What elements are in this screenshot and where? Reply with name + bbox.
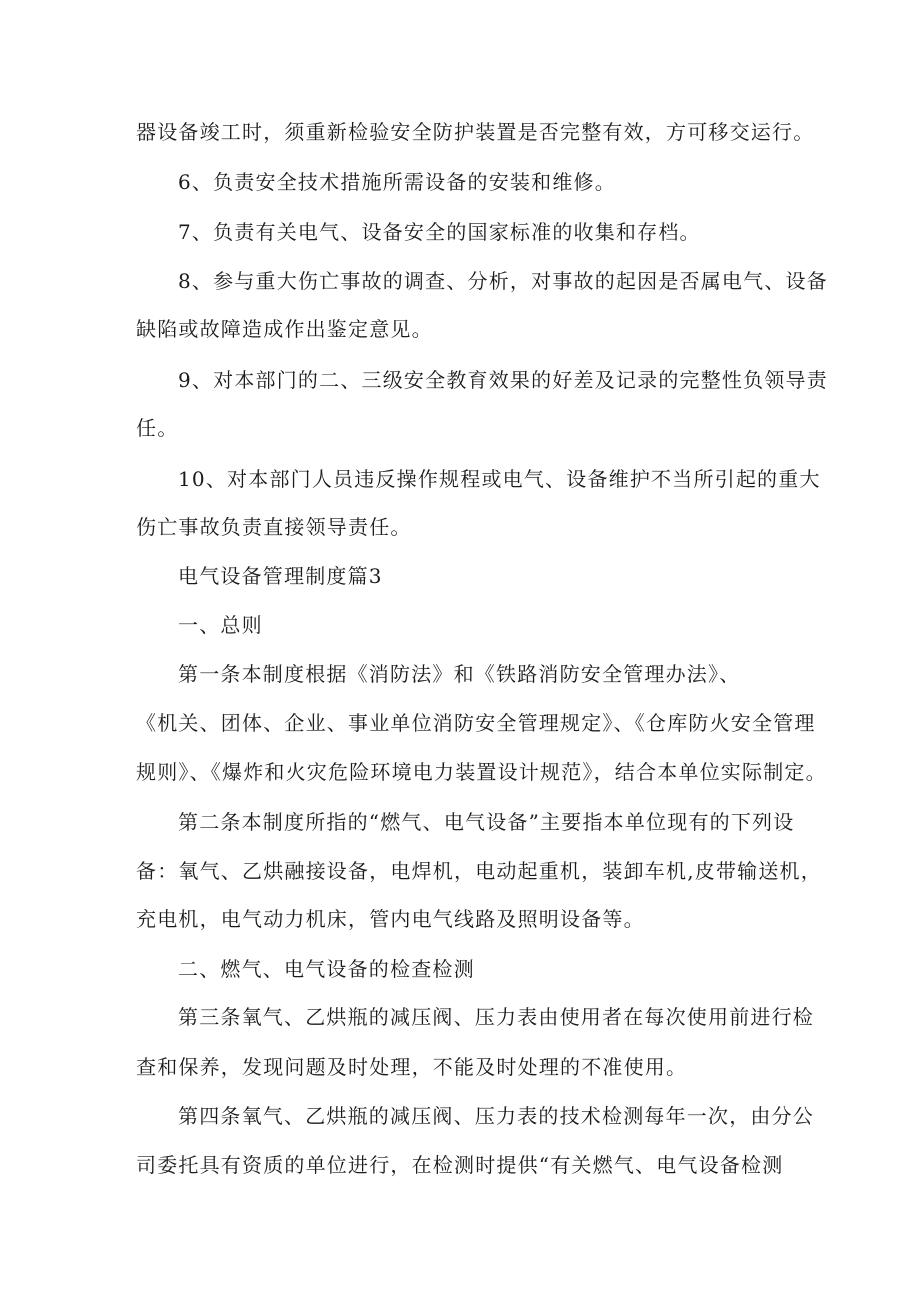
paragraph-line: 《机关、团体、企业、事业单位消防安全管理规定》、《仓库防火安全管理 [136,711,816,735]
paragraph-line: 9、对本部门的二、三级安全教育效果的好差及记录的完整性负领导责 [178,368,828,392]
paragraph-line: 伤亡事故负责直接领导责任。 [136,515,412,539]
paragraph-line: 7、负责有关电气、设备安全的国家标准的收集和存档。 [178,220,701,244]
paragraph-line: 备：氧气、乙烘融接设备，电焊机，电动起重机，装卸车机,皮带输送机， [136,859,822,883]
paragraph-line: 6、负责安全技术措施所需设备的安装和维修。 [178,170,616,194]
paragraph-line: 充电机，电气动力机床，管内电气线路及照明设备等。 [136,907,645,931]
paragraph-line: 8、参与重大伤亡事故的调查、分析，对事故的起因是否属电气、设备 [178,269,828,293]
paragraph-line: 规则》、《爆炸和火灾危险环境电力装置设计规范》，结合本单位实际制定。 [136,760,827,784]
section-title: 电气设备管理制度篇3 [178,564,383,588]
paragraph-line: 缺陷或故障造成作出鉴定意见。 [136,317,433,341]
paragraph-line: 任。 [136,416,179,440]
paragraph-line: 司委托具有资质的单位进行，在检测时提供“有关燃气、电气设备检测 [136,1153,784,1177]
paragraph-line: 查和保养，发现问题及时处理，不能及时处理的不准使用。 [136,1055,688,1079]
paragraph-line: 10、对本部门人员违反操作规程或电气、设备维护不当所引起的重大 [178,467,821,491]
paragraph-line: 第二条本制度所指的“燃气、电气设备”主要指本单位现有的下列设 [178,810,795,834]
chapter-heading: 二、燃气、电气设备的检查检测 [178,957,475,981]
paragraph-line: 第一条本制度根据《消防法》和《铁路消防安全管理办法》、 [178,662,741,686]
paragraph-line: 第四条氧气、乙烘瓶的减压阀、压力表的技术检测每年一次，由分公 [178,1104,814,1128]
paragraph-line: 器设备竣工时，须重新检验安全防护装置是否完整有效，方可移交运行。 [136,120,815,144]
paragraph-line: 第三条氧气、乙烘瓶的减压阀、压力表由使用者在每次使用前进行检 [178,1005,814,1029]
chapter-heading: 一、总则 [178,613,263,637]
